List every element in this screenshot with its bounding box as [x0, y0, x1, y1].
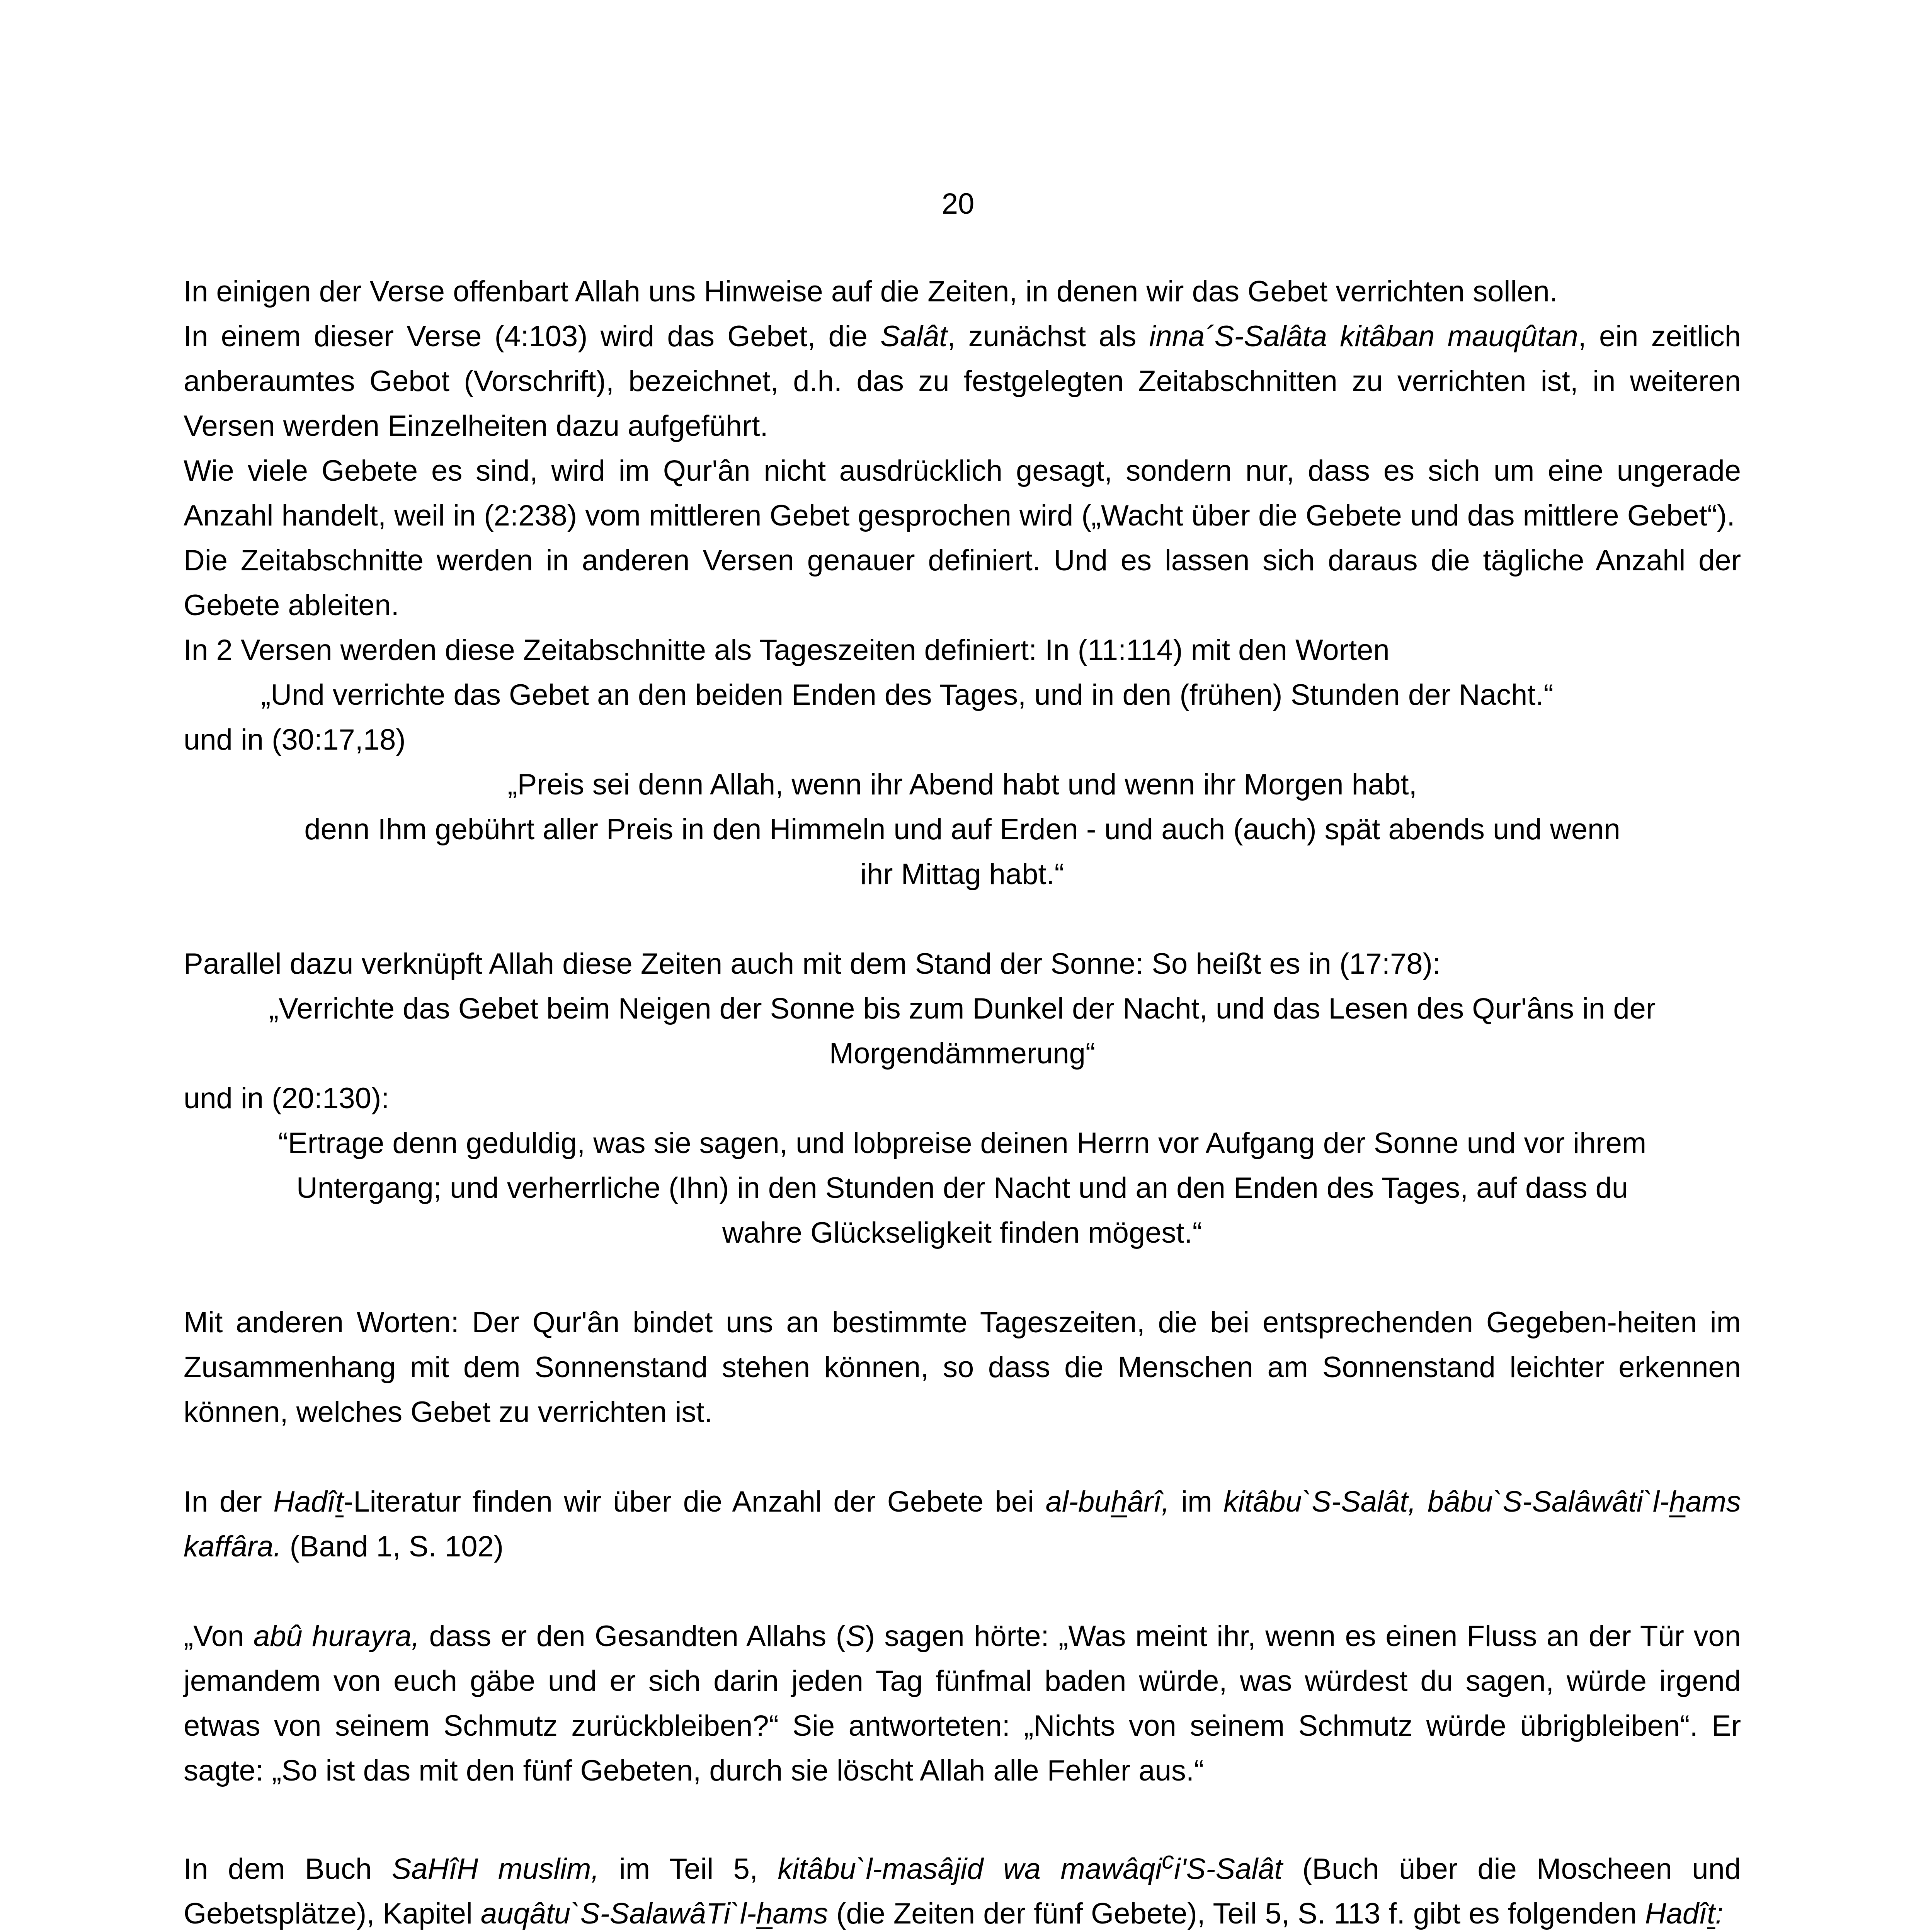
paragraph-intro: In einigen der Verse offenbart Allah uns Hinweise auf die Zeiten, in denen wir das Gebet verrichten sollen. [184, 275, 1558, 308]
quote-line: wahre Glückseligkeit finden mögest.“ [722, 1216, 1202, 1249]
paragraph-zeitabschnitte: Die Zeitabschnitte werden in anderen Versen genauer definiert. Und es lassen sich daraus die tägliche Anzahl der Gebete ableiten. [184, 544, 1741, 622]
page-number: 20 [941, 187, 975, 220]
quote-line: „Verrichte das Gebet beim Neigen der Sonne bis zum Dunkel der Nacht, und das Lesen des Qur'âns in der [269, 992, 1656, 1025]
paragraph-sahih-muslim: In dem Buch SaHîH muslim, im Teil 5, kitâbu`l-masâjid wa mawâqi$^c$i'S-Salât (Buch über die Moscheen und Gebetsplätze), Kapitel auqâtu`S-SalawâTi`l-hams (die Zeiten der fünf Gebete), Teil 5, S. 113 f. gibt es folgenden Hadît: [184, 1847, 1741, 1930]
quote-30-17-18 [184, 762, 1741, 897]
paragraph-2-238: Wie viele Gebete es sind, wird im Qur'ân nicht ausdrücklich gesagt, sondern nur, dass es sich um eine ungerade Anzahl handelt, weil in (2:238) vom mittleren Gebet gesprochen wird („Wacht über die Gebete und das mittlere Gebet“). [184, 454, 1741, 532]
quote-line: Untergang; und verherrliche (Ihn) in den Stunden der Nacht und an den Enden des Tages, auf dass du [296, 1172, 1628, 1204]
paragraph-hadith-literatur: In der Hadît-Literatur finden wir über die Anzahl der Gebete bei al-buhârî, im kitâbu`S-Salât, bâbu`S-Salâwâti`l-hams kaffâra. (Band 1, S. 102) [184, 1485, 1741, 1563]
paragraph-tageszeiten: In 2 Versen werden diese Zeitabschnitte als Tageszeiten definiert: In (11:114) mit den Worten [184, 634, 1390, 667]
paragraph-mit-anderen-worten: Mit anderen Worten: Der Qur'ân bindet uns an bestimmte Tageszeiten, die bei entsprechenden Gegeben-heiten im Zusammenhang mit dem Sonnenstand stehen können, so dass die Menschen am Sonnenstand leichter erkennen können, welches Gebet zu verrichten ist. [184, 1306, 1741, 1429]
quote-line: ihr Mittag habt.“ [860, 858, 1064, 891]
paragraph-30-17: und in (30:17,18) [184, 723, 406, 756]
quote-20-130 [184, 1121, 1741, 1255]
quote-11-114: „Und verrichte das Gebet an den beiden Enden des Tages, und in den (frühen) Stunden der Nacht.“ [261, 679, 1554, 711]
quote-line: “Ertrage denn geduldig, was sie sagen, und lobpreise deinen Herrn vor Aufgang der Sonne und vor ihrem [278, 1127, 1647, 1160]
quote-17-78 [184, 986, 1741, 1076]
page-body [184, 269, 1741, 1932]
quote-line: denn Ihm gebührt aller Preis in den Himmeln und auf Erden - und auch (auch) spät abends und wenn [304, 813, 1620, 846]
paragraph-17-78: Parallel dazu verknüpft Allah diese Zeiten auch mit dem Stand der Sonne: So heißt es in (17:78): [184, 947, 1441, 980]
quote-line: „Preis sei denn Allah, wenn ihr Abend habt und wenn ihr Morgen habt, [507, 768, 1417, 801]
paragraph-20-130: und in (20:130): [184, 1082, 390, 1115]
quote-line: Morgendämmerung“ [829, 1037, 1096, 1070]
paragraph-4-103: In einem dieser Verse (4:103) wird das Gebet, die Salât, zunächst als inna´S-Salâta kitâban mauqûtan, ein zeitlich anberaumtes Gebot (Vorschrift), bezeichnet, d.h. das zu festgelegten Zeitabschnitten zu verrichten ist, in weiteren Versen werden Einzelheiten dazu aufgeführt. [184, 320, 1741, 442]
paragraph-abu-hurayra: „Von abû hurayra, dass er den Gesandten Allahs (S) sagen hörte: „Was meint ihr, wenn es einen Fluss an der Tür von jemandem von euch gäbe und er sich darin jeden Tag fünfmal baden würde, was würdest du sagen, würde irgend etwas von seinem Schmutz zurückbleiben?“ Sie antworteten: „Nichts von seinem Schmutz würde übrigbleiben“. Er sagte: „So ist das mit den fünf Gebeten, durch sie löscht Allah alle Fehler aus.“ [184, 1620, 1741, 1787]
